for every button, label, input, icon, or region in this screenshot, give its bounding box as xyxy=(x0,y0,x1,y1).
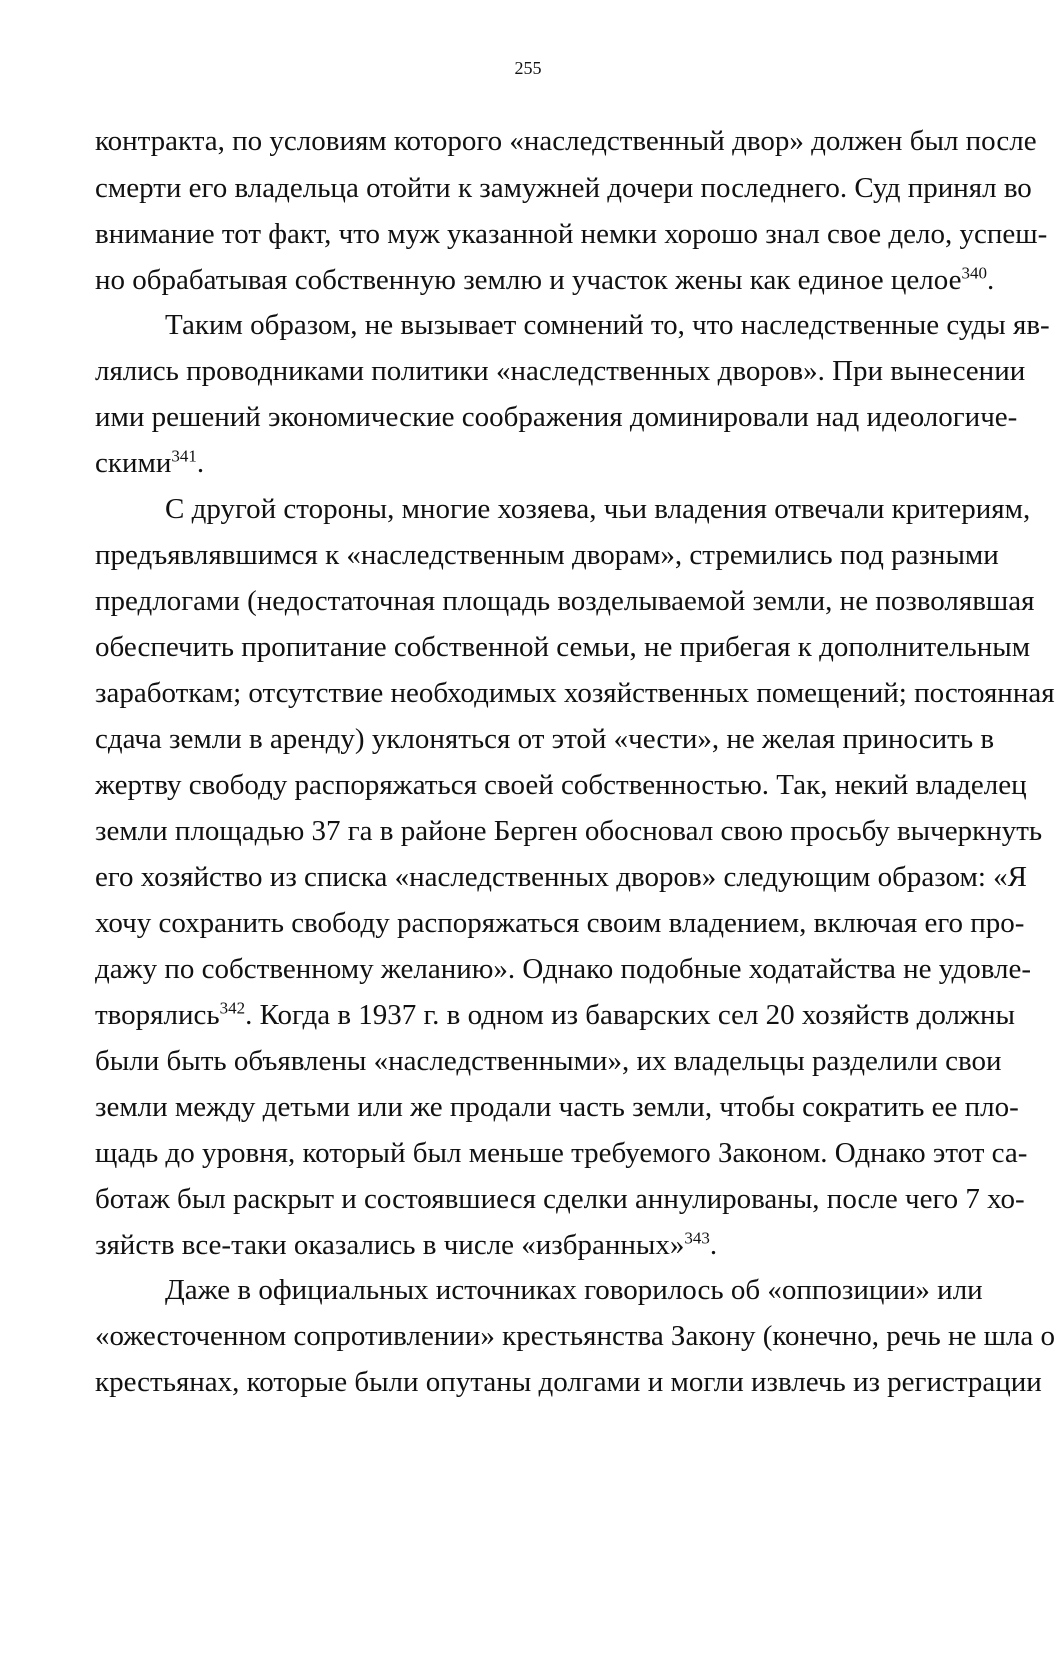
footnote-ref: 341 xyxy=(171,446,197,466)
text-line: предъявлявшимся к «наследственным дворам», стремились под разными xyxy=(95,539,999,571)
text-line: творялись$^{342}$. Когда в 1937 г. в одном из баварских сел 20 хозяйств должны xyxy=(95,998,1015,1031)
text-line: крестьянах, которые были опутаны долгами и могли извлечь из регистрации xyxy=(95,1366,1042,1398)
text-line: обеспечить пропитание собственной семьи, не прибегая к дополнительным xyxy=(95,631,1031,663)
text-line: лялись проводниками политики «наследственных дворов». При вынесении xyxy=(95,355,1026,387)
text-line: ботаж был раскрыт и состоявшиеся сделки аннулированы, после чего 7 хо- xyxy=(95,1183,1025,1215)
text-line: Таким образом, не вызывает сомнений то, что наследственные суды яв- xyxy=(165,309,1050,341)
text-line: были быть объявлены «наследственными», их владельцы разделили свои xyxy=(95,1045,1002,1077)
page-number: 255 xyxy=(514,58,542,78)
text-line: земли между детьми или же продали часть земли, чтобы сократить ее пло- xyxy=(95,1091,1019,1123)
text-line: предлогами (недостаточная площадь возделываемой земли, не позволявшая xyxy=(95,585,1035,617)
text-line: смерти его владельца отойти к замужней дочери последнего. Суд принял во xyxy=(95,172,1032,204)
text-line: С другой стороны, многие хозяева, чьи владения отвечали критериям, xyxy=(165,493,1031,525)
text-line: ими решений экономические соображения доминировали над идеологиче- xyxy=(95,401,1018,433)
text-line: сдача земли в аренду) уклоняться от этой «чести», не желая приносить в xyxy=(95,723,995,755)
text-line: щадь до уровня, который был меньше требуемого Законом. Однако этот са- xyxy=(95,1137,1028,1169)
footnote-ref: 343 xyxy=(684,1228,710,1248)
text-line: Даже в официальных источниках говорилось об «оппозиции» или xyxy=(165,1274,983,1306)
text-line: скими$^{341}$. xyxy=(95,446,205,479)
text-line: хочу сохранить свободу распоряжаться своим владением, включая его про- xyxy=(95,907,1025,939)
text-line: но обрабатывая собственную землю и участок жены как единое целое$^{340}$. xyxy=(95,263,995,296)
footnote-ref: 340 xyxy=(961,263,988,283)
text-line: заработкам; отсутствие необходимых хозяйственных помещений; постоянная xyxy=(95,677,1055,709)
text-line: внимание тот факт, что муж указанной немки хорошо знал свое дело, успеш- xyxy=(95,218,1048,250)
text-line: жертву свободу распоряжаться своей собственностью. Так, некий владелец xyxy=(95,769,1027,801)
text-line: земли площадью 37 га в районе Берген обосновал свою просьбу вычеркнуть xyxy=(95,815,1043,847)
text-line: зяйств все-таки оказались в числе «избранных»$^{343}$. xyxy=(95,1228,718,1261)
text-line: дажу по собственному желанию». Однако подобные ходатайства не удовле- xyxy=(95,953,1032,985)
text-line: «ожесточенном сопротивлении» крестьянства Закону (конечно, речь не шла о xyxy=(95,1320,1056,1352)
footnote-ref: 342 xyxy=(219,998,246,1018)
text-line: контракта, по условиям которого «наследственный двор» должен был после xyxy=(95,125,1037,157)
text-line: его хозяйство из списка «наследственных дворов» следующим образом: «Я xyxy=(95,861,1028,893)
